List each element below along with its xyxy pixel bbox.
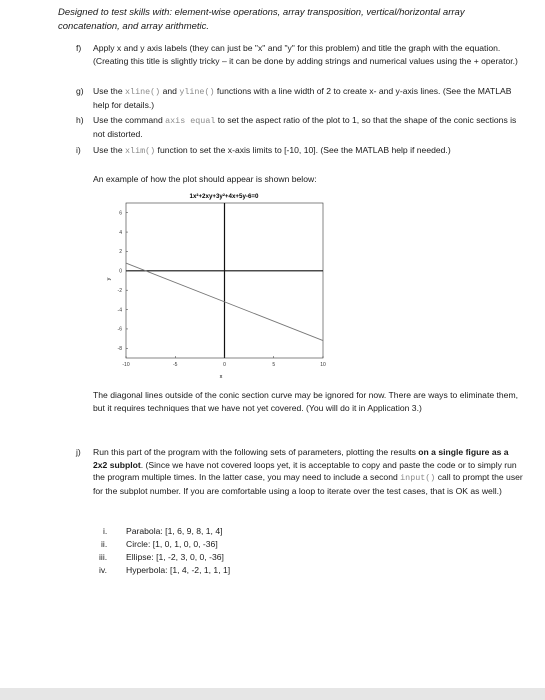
inline-code: xlim() [125,146,156,156]
example-caption: An example of how the plot should appear is shown below: [93,174,317,184]
x-tick-label: -5 [173,362,178,368]
page-header: Designed to test skills with: element-wise operations, array transposition, vertical/horizontal array concatenation, and array arithmetic. [58,7,465,32]
item-i [76,144,533,158]
text-segment: and [160,86,180,96]
text-segment: Use the [93,86,126,96]
test-case-number: ii. [101,539,108,549]
test-case-number: i. [103,526,108,536]
y-tick-label: -2 [117,287,122,294]
y-tick-label: 2 [119,249,122,256]
y-tick-label: -6 [117,326,122,333]
item-marker: g) [76,86,84,96]
inline-code: axis equal [165,116,216,126]
text-segment: call to prompt the user for the subplot number. If you are comfortable using a loop to iterate over the test cases, that is OK as well.) [93,472,523,496]
item-text [93,447,523,496]
item-marker: j) [76,447,81,457]
example-plot [0,185,545,395]
item-j [76,446,525,497]
y-tick-label: -4 [117,307,122,314]
page-bottom-bar [0,688,545,700]
x-axis-label: x [219,374,223,380]
y-tick-label: 6 [119,210,122,217]
y-tick-label: -8 [117,346,122,353]
test-case-text: Ellipse: [1, -2, 3, 0, 0, -36] [126,552,224,562]
x-tick-label: 10 [320,362,326,368]
inline-code: yline() [179,87,215,97]
item-text [93,86,511,110]
text-segment: . (Since we have not covered loops yet, it is acceptable to copy and paste the code or to simply run the program multiple times. In the latter case, you may need to include a second [93,459,517,482]
text-segment: Use the command [93,115,166,125]
x-tick-label: -10 [122,362,130,368]
y-axis-label: y [106,277,112,281]
item-g [76,85,525,111]
item-marker: i) [76,145,81,155]
item-marker: h) [76,115,84,125]
text-segment: Apply x and y axis labels (they can just be "x" and "y" for this problem) and title the graph with the equation. (Creating this title is slightly tricky – it can be done by adding strings and numerical values using the + operator.) [93,43,518,66]
item-f [76,42,525,67]
x-tick-label: 5 [272,362,276,368]
diagonal-note: The diagonal lines outside of the conic section curve may be ignored for now. There are ways to eliminate them, but it requires techniques that we have not yet covered. (You will do it in Application 3.) [93,390,518,413]
item-h [76,114,525,140]
test-case-text: Hyperbola: [1, 4, -2, 1, 1, 1] [126,565,231,575]
text-segment: to set the aspect ratio of the plot to 1, so that the shape of the conic sections is not distorted. [93,115,517,139]
bold-text: on a single figure as a 2x2 subplot [93,447,509,470]
item-text [93,115,516,139]
test-case-text: Circle: [1, 0, 1, 0, 0, -36] [126,539,218,549]
text-segment: functions with a line width of 2 to create x- and y-axis lines. (See the MATLAB help for details.) [93,86,512,110]
text-segment: function to set the x-axis limits to [-10, 10]. (See the MATLAB help if needed.) [155,145,451,155]
text-segment: Run this part of the program with the following sets of parameters, plotting the results [93,447,419,457]
y-tick-label: 4 [119,229,122,236]
test-case-number: iii. [99,552,108,562]
inline-code: input() [400,473,436,483]
inline-code: xline() [125,87,161,97]
text-segment: Use the [93,145,126,155]
item-marker: f) [76,43,82,53]
item-text [93,43,518,66]
item-text [93,145,451,155]
y-tick-label: 0 [119,268,122,275]
test-case-number: iv. [99,565,107,575]
plot-title: 1x²+2xy+3y²+4x+5y-6=0 [189,193,259,200]
x-tick-label: 0 [223,362,226,368]
test-case-text: Parabola: [1, 6, 9, 8, 1, 4] [126,526,223,536]
